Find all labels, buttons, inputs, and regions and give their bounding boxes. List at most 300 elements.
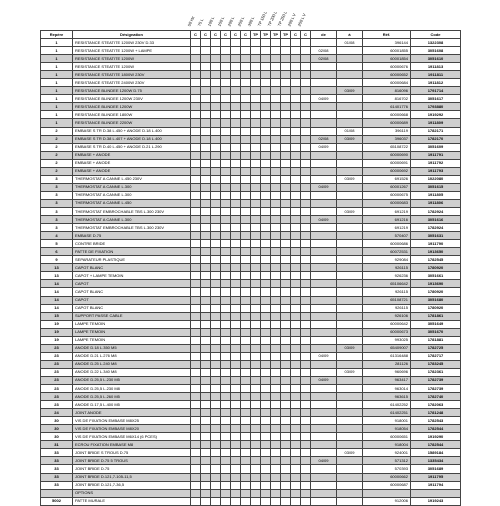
cell-designation: EMBASE + ANODE [73, 151, 191, 159]
cell-de [311, 199, 337, 207]
cell-variant-mark [301, 457, 311, 465]
cell-ref: 60001267 [363, 183, 411, 191]
cell-variant-mark [261, 328, 271, 336]
table-row [41, 216, 461, 224]
cell-de [311, 393, 337, 401]
cell-ref: 912006 [363, 497, 411, 505]
cell-a [337, 457, 363, 465]
cell-designation: SEPARATEUR PLASTIQUE [73, 256, 191, 264]
cell-designation: RESISTANCE STEATITE 1200W 230V D.33 [73, 39, 191, 47]
table-row [41, 409, 461, 417]
cell-designation: VIS DE FIXATION EMBASE M8X25 [73, 417, 191, 425]
cell-variant-mark [211, 352, 221, 360]
variant-label-text: 200 L V [286, 12, 297, 27]
table-row [41, 71, 461, 79]
cell-variant-mark [261, 111, 271, 119]
cell-variant-mark [201, 183, 211, 191]
variant-header [40, 0, 460, 30]
cell-designation: ANODE D.25,5 L.230 M5 [73, 376, 191, 384]
cell-code: 1911792 [411, 159, 461, 167]
header-variant-mark: TP [251, 31, 261, 39]
cell-code: 1793880 [411, 103, 461, 111]
cell-variant-mark [281, 87, 291, 95]
cell-variant-mark [241, 401, 251, 409]
cell-variant-mark [241, 441, 251, 449]
cell-variant-mark [191, 39, 201, 47]
cell-designation: CAPOT BLANC [73, 304, 191, 312]
cell-variant-mark [231, 376, 241, 384]
cell-variant-mark [261, 433, 271, 441]
cell-variant-mark [211, 368, 221, 376]
table-row [41, 272, 461, 280]
variant-label-text: TP 150 L [256, 10, 268, 27]
cell-variant-mark [191, 328, 201, 336]
cell-variant-mark [191, 135, 201, 143]
cell-variant-mark [291, 199, 301, 207]
table-row [41, 264, 461, 272]
cell-variant-mark [191, 183, 201, 191]
cell-variant-mark [261, 489, 271, 497]
cell-variant-mark [301, 191, 311, 199]
cell-designation: EMBASE + ANODE [73, 167, 191, 175]
cell-de [311, 248, 337, 256]
cell-variant-mark [221, 417, 231, 425]
cell-variant-mark [221, 296, 231, 304]
cell-de [311, 224, 337, 232]
cell-variant-mark [221, 288, 231, 296]
cell-code: 3051670 [411, 328, 461, 336]
cell-variant-mark [281, 224, 291, 232]
cell-variant-mark [191, 425, 201, 433]
cell-designation: JOINT BRIDE S TROUS D.75 [73, 449, 191, 457]
cell-variant-mark [211, 127, 221, 135]
cell-variant-mark [281, 47, 291, 55]
cell-designation: PATTE MURALE [73, 497, 191, 505]
cell-variant-mark [221, 55, 231, 63]
cell-variant-mark [221, 248, 231, 256]
cell-variant-mark [261, 304, 271, 312]
cell-variant-mark [281, 360, 291, 368]
cell-variant-mark [231, 127, 241, 135]
cell-variant-mark [241, 207, 251, 215]
cell-variant-mark [191, 167, 201, 175]
cell-variant-mark [241, 489, 251, 497]
cell-variant-mark [291, 393, 301, 401]
cell-de [311, 240, 337, 248]
cell-variant-mark [231, 135, 241, 143]
cell-variant-mark [191, 216, 201, 224]
cell-a [337, 288, 363, 296]
cell-variant-mark [241, 288, 251, 296]
cell-de [311, 87, 337, 95]
table-row [41, 39, 461, 47]
cell-code: 1335434 [411, 457, 461, 465]
cell-variant-mark [271, 304, 281, 312]
cell-variant-mark [241, 103, 251, 111]
cell-variant-mark [291, 360, 301, 368]
cell-variant-mark [301, 135, 311, 143]
cell-variant-mark [291, 433, 301, 441]
cell-repere: 19 [41, 328, 73, 336]
cell-variant-mark [301, 127, 311, 135]
cell-variant-mark [231, 304, 241, 312]
cell-variant-mark [241, 143, 251, 151]
cell-variant-mark [281, 344, 291, 352]
cell-variant-mark [221, 312, 231, 320]
cell-variant-mark [231, 449, 241, 457]
cell-variant-mark [251, 39, 261, 47]
cell-variant-mark [281, 95, 291, 103]
cell-ref: 816096 [363, 87, 411, 95]
cell-variant-mark [291, 352, 301, 360]
cell-variant-mark [241, 39, 251, 47]
cell-variant-mark [281, 256, 291, 264]
cell-variant-mark [211, 336, 221, 344]
cell-variant-mark [301, 183, 311, 191]
cell-code: 1783245 [411, 360, 461, 368]
table-row [41, 304, 461, 312]
header-variant-mark: TP [281, 31, 291, 39]
cell-repere: 23 [41, 352, 73, 360]
cell-a [337, 481, 363, 489]
cell-variant-mark [291, 328, 301, 336]
table-row [41, 336, 461, 344]
cell-ref: 60000687 [363, 481, 411, 489]
cell-variant-mark [201, 312, 211, 320]
cell-de: 04/09 [311, 216, 337, 224]
cell-variant-mark [291, 232, 301, 240]
cell-variant-mark [281, 425, 291, 433]
cell-variant-mark [301, 151, 311, 159]
cell-variant-mark [201, 71, 211, 79]
cell-repere: 23 [41, 344, 73, 352]
cell-variant-mark [201, 417, 211, 425]
cell-code: 1791714 [411, 87, 461, 95]
cell-code: 1782717 [411, 352, 461, 360]
cell-code: 1782739 [411, 376, 461, 384]
cell-ref: 60000642 [363, 320, 411, 328]
cell-variant-mark [271, 248, 281, 256]
cell-variant-mark [211, 441, 221, 449]
cell-variant-mark [261, 296, 271, 304]
cell-variant-mark [241, 240, 251, 248]
cell-variant-mark [261, 248, 271, 256]
cell-variant-mark [241, 344, 251, 352]
cell-variant-mark [221, 489, 231, 497]
cell-repere: 19 [41, 320, 73, 328]
cell-variant-mark [291, 207, 301, 215]
cell-variant-mark [201, 489, 211, 497]
cell-variant-mark [241, 63, 251, 71]
cell-variant-mark [281, 457, 291, 465]
cell-variant-mark [261, 344, 271, 352]
cell-variant-mark [201, 304, 211, 312]
cell-variant-mark [221, 240, 231, 248]
cell-repere: 33 [41, 457, 73, 465]
cell-variant-mark [211, 232, 221, 240]
cell-variant-mark [231, 312, 241, 320]
cell-code: 1322308 [411, 39, 461, 47]
cell-a [337, 352, 363, 360]
cell-repere: 23 [41, 376, 73, 384]
cell-variant-mark [231, 288, 241, 296]
cell-variant-mark [241, 47, 251, 55]
cell-code: 1913650 [411, 248, 461, 256]
cell-variant-mark [231, 111, 241, 119]
cell-variant-mark [251, 143, 261, 151]
table-row [41, 55, 461, 63]
cell-variant-mark [241, 409, 251, 417]
cell-variant-mark [241, 264, 251, 272]
cell-variant-mark [211, 304, 221, 312]
cell-code: 1911813 [411, 63, 461, 71]
table-row [41, 481, 461, 489]
cell-variant-mark [271, 296, 281, 304]
cell-variant-mark [301, 87, 311, 95]
cell-a [337, 79, 363, 87]
cell-code: 3051617 [411, 95, 461, 103]
cell-variant-mark [281, 135, 291, 143]
cell-designation: JOINT ANODE [73, 409, 191, 417]
cell-variant-mark [251, 272, 261, 280]
cell-variant-mark [251, 497, 261, 505]
cell-variant-mark [301, 360, 311, 368]
cell-variant-mark [211, 111, 221, 119]
cell-code: 1911809 [411, 119, 461, 127]
cell-variant-mark [271, 352, 281, 360]
cell-variant-mark [221, 175, 231, 183]
table-row [41, 47, 461, 55]
cell-de [311, 473, 337, 481]
cell-variant-mark [231, 280, 241, 288]
cell-variant-mark [281, 39, 291, 47]
cell-ref: 926115 [363, 288, 411, 296]
cell-code: 3051608 [411, 47, 461, 55]
cell-variant-mark [301, 425, 311, 433]
cell-variant-mark [271, 465, 281, 473]
cell-variant-mark [231, 336, 241, 344]
cell-repere: 1 [41, 111, 73, 119]
cell-variant-mark [231, 248, 241, 256]
cell-variant-mark [211, 465, 221, 473]
cell-variant-mark [231, 240, 241, 248]
cell-variant-mark [271, 63, 281, 71]
cell-variant-mark [221, 167, 231, 175]
cell-variant-mark [281, 401, 291, 409]
table-row [41, 296, 461, 304]
cell-variant-mark [201, 232, 211, 240]
table-row [41, 425, 461, 433]
cell-variant-mark [231, 207, 241, 215]
cell-variant-mark [241, 95, 251, 103]
cell-repere: 23 [41, 385, 73, 393]
cell-variant-mark [241, 55, 251, 63]
cell-variant-mark [201, 280, 211, 288]
cell-designation: CAPOT [73, 296, 191, 304]
table-row [41, 312, 461, 320]
cell-variant-mark [301, 344, 311, 352]
cell-designation: RESISTANCE STEATITE 1800W 230V [73, 71, 191, 79]
cell-variant-mark [231, 119, 241, 127]
cell-de [311, 296, 337, 304]
cell-a [337, 417, 363, 425]
cell-variant-mark [291, 385, 301, 393]
header-variant-mark: C [291, 31, 301, 39]
cell-a [337, 393, 363, 401]
cell-variant-mark [201, 256, 211, 264]
cell-variant-mark [291, 71, 301, 79]
cell-variant-mark [281, 248, 291, 256]
cell-repere: 24 [41, 409, 73, 417]
cell-variant-mark [211, 312, 221, 320]
cell-ref: 60001855 [363, 47, 411, 55]
cell-ref: 691526 [363, 175, 411, 183]
cell-variant-mark [291, 175, 301, 183]
cell-variant-mark [261, 207, 271, 215]
cell-variant-mark [271, 489, 281, 497]
cell-variant-mark [201, 143, 211, 151]
cell-variant-mark [231, 39, 241, 47]
cell-ref: 926236 [363, 272, 411, 280]
cell-variant-mark [231, 95, 241, 103]
variant-label-text: 100 L [206, 15, 216, 27]
cell-a [337, 264, 363, 272]
cell-variant-mark [251, 304, 261, 312]
table-row [41, 441, 461, 449]
cell-de [311, 207, 337, 215]
cell-a [337, 224, 363, 232]
cell-variant-mark [261, 232, 271, 240]
cell-variant-mark [251, 167, 261, 175]
cell-variant-mark [291, 143, 301, 151]
cell-variant-mark [261, 79, 271, 87]
cell-ref: 60000651 [363, 433, 411, 441]
cell-variant-mark [281, 352, 291, 360]
cell-variant-mark [281, 103, 291, 111]
cell-ref: 918054 [363, 425, 411, 433]
cell-variant-mark [241, 352, 251, 360]
parts-sheet [40, 0, 460, 504]
cell-variant-mark [231, 497, 241, 505]
cell-de: 04/09 [311, 183, 337, 191]
table-row [41, 473, 461, 481]
cell-code: 3051609 [411, 143, 461, 151]
cell-variant-mark [221, 71, 231, 79]
cell-variant-mark [201, 328, 211, 336]
cell-variant-mark [271, 103, 281, 111]
cell-variant-mark [281, 312, 291, 320]
cell-variant-mark [291, 111, 301, 119]
cell-variant-mark [231, 344, 241, 352]
cell-code: 1781248 [411, 409, 461, 417]
cell-variant-mark [261, 127, 271, 135]
cell-variant-mark [271, 312, 281, 320]
cell-variant-mark [191, 304, 201, 312]
cell-a [337, 272, 363, 280]
cell-variant-mark [281, 393, 291, 401]
cell-de [311, 465, 337, 473]
cell-variant-mark [291, 87, 301, 95]
cell-variant-mark [281, 119, 291, 127]
table-row [41, 489, 461, 497]
cell-variant-mark [301, 304, 311, 312]
header-variant-mark: C [221, 31, 231, 39]
cell-variant-mark [241, 336, 251, 344]
cell-a: 01/08 [337, 127, 363, 135]
cell-ref: 918001 [363, 417, 411, 425]
cell-variant-mark [201, 385, 211, 393]
table-row [41, 360, 461, 368]
cell-repere: 1 [41, 47, 73, 55]
cell-designation: SUPPORT PASSE CABLE [73, 312, 191, 320]
cell-de [311, 417, 337, 425]
cell-de [311, 71, 337, 79]
cell-variant-mark [221, 481, 231, 489]
cell-variant-mark [271, 95, 281, 103]
cell-repere: 2 [41, 159, 73, 167]
cell-variant-mark [201, 167, 211, 175]
cell-ref: 960696 [363, 368, 411, 376]
cell-variant-mark [301, 119, 311, 127]
cell-variant-mark [211, 199, 221, 207]
cell-variant-mark [271, 441, 281, 449]
cell-variant-mark [221, 135, 231, 143]
cell-variant-mark [271, 232, 281, 240]
cell-de [311, 264, 337, 272]
cell-ref: 61316488 [363, 352, 411, 360]
cell-repere: 23 [41, 368, 73, 376]
cell-code: 1911794 [411, 481, 461, 489]
cell-variant-mark [241, 272, 251, 280]
cell-variant-mark [291, 368, 301, 376]
cell-variant-mark [241, 393, 251, 401]
cell-variant-mark [241, 119, 251, 127]
cell-variant-mark [201, 55, 211, 63]
cell-repere: 2 [41, 151, 73, 159]
cell-de [311, 63, 337, 71]
table-row [41, 256, 461, 264]
cell-designation: ECROU FIXATION EMBASE M8 [73, 441, 191, 449]
table-row [41, 344, 461, 352]
cell-variant-mark [201, 39, 211, 47]
cell-variant-mark [271, 425, 281, 433]
cell-code: 1911811 [411, 71, 461, 79]
cell-a [337, 248, 363, 256]
cell-variant-mark [261, 473, 271, 481]
cell-variant-mark [251, 481, 261, 489]
cell-variant-mark [301, 272, 311, 280]
cell-variant-mark [271, 328, 281, 336]
cell-variant-mark [231, 368, 241, 376]
cell-variant-mark [231, 425, 241, 433]
cell-code: 1919243 [411, 497, 461, 505]
cell-variant-mark [261, 441, 271, 449]
cell-variant-mark [301, 393, 311, 401]
cell-variant-mark [281, 441, 291, 449]
cell-variant-mark [281, 280, 291, 288]
cell-designation: LAMPE TEMOIN [73, 320, 191, 328]
cell-ref: 65108722 [363, 143, 411, 151]
cell-variant-mark [221, 191, 231, 199]
cell-variant-mark [231, 489, 241, 497]
cell-repere: 1 [41, 79, 73, 87]
cell-ref: 60000684 [363, 79, 411, 87]
cell-variant-mark [191, 175, 201, 183]
cell-ref: 926106 [363, 312, 411, 320]
cell-variant-mark [211, 103, 221, 111]
cell-variant-mark [301, 167, 311, 175]
cell-variant-mark [301, 352, 311, 360]
